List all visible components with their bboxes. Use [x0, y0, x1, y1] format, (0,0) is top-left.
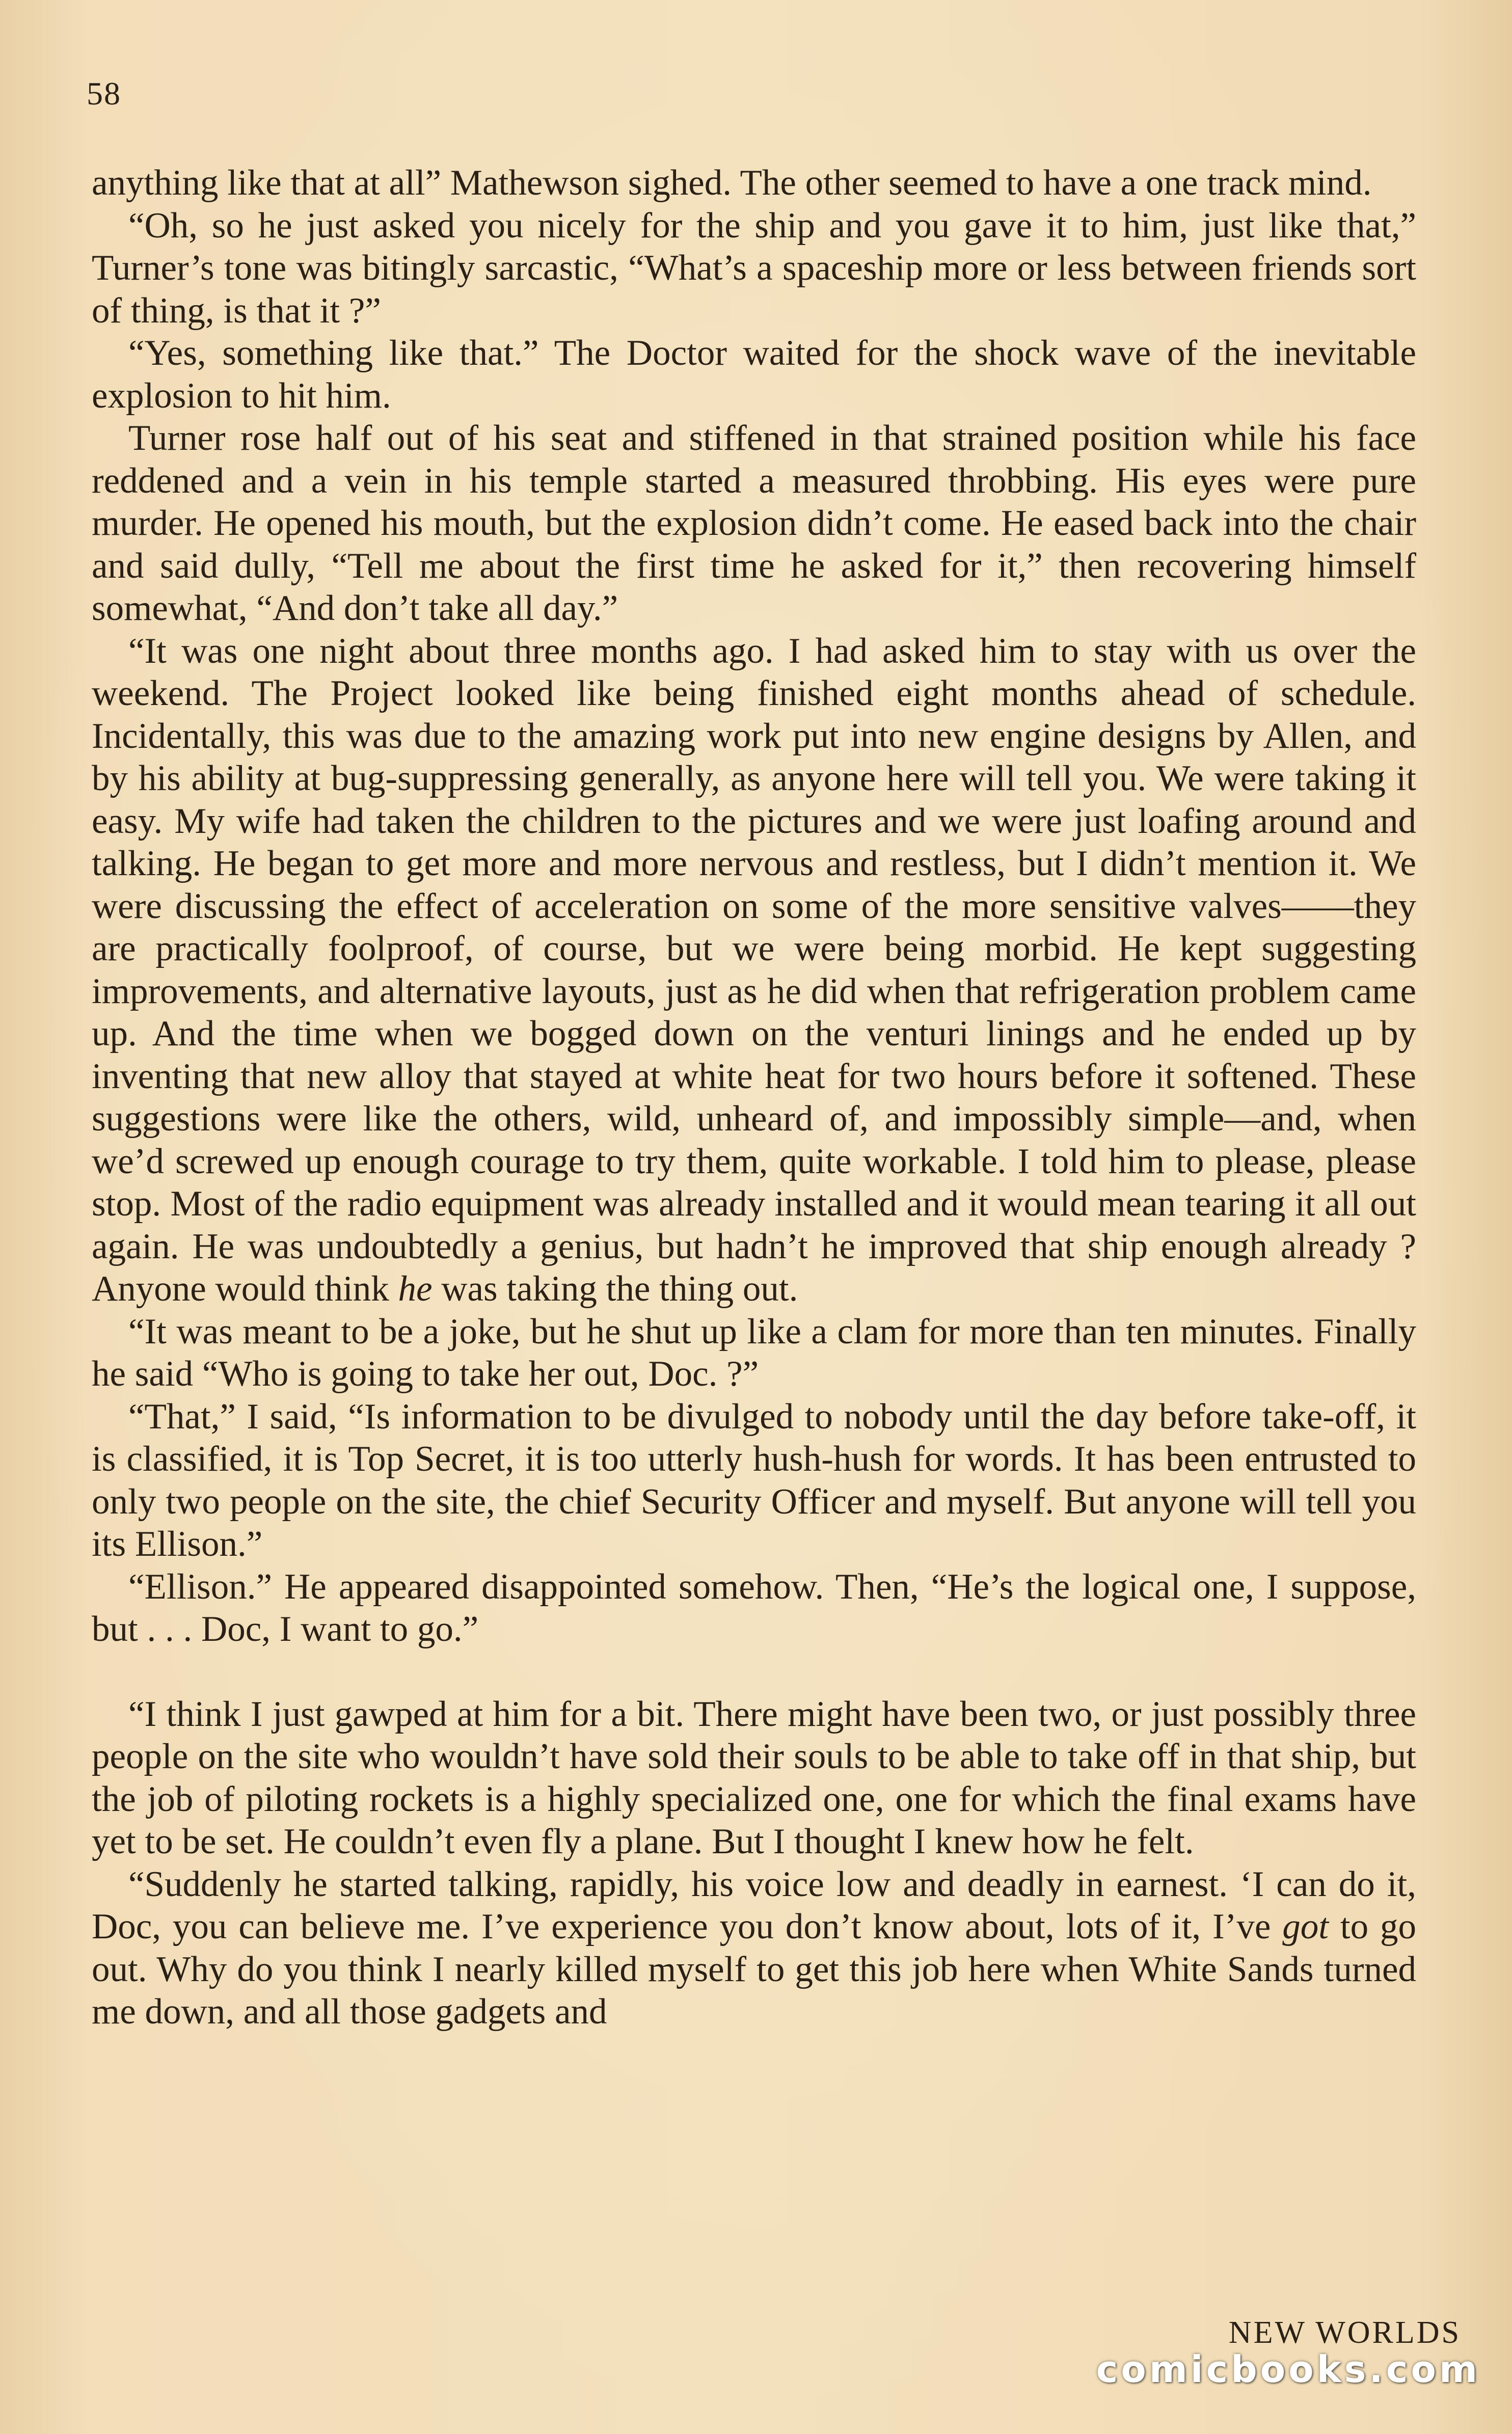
emphasis-text: he	[398, 1269, 433, 1309]
paragraph: “That,” I said, “Is information to be divulged to nobody until the day before take-off, it is classified, it is Top Secret, it is too utterly hush-hush for words. It has been entrusted to only two people on the site, the chief Security Officer and myself. But anyone will tell you its Ellison.”	[92, 1396, 1416, 1564]
paragraph: “Oh, so he just asked you nicely for the ship and you gave it to him, just like that,” Turner’s tone was bitingly sarcastic, “What’s a spaceship more or less between friends sort of thing, is that it ?”	[92, 205, 1416, 331]
paragraph-text: to go out. Why do you think I nearly killed myself to get this job here when White Sands turned me down, and all those gadgets and	[92, 1907, 1417, 2032]
paragraph: “Yes, something like that.” The Doctor waited for the shock wave of the inevitable explosion to hit him.	[92, 333, 1416, 416]
paragraph: “It was meant to be a joke, but he shut up like a clam for more than ten minutes. Finally he said “Who is going to take her out, Doc. ?”	[92, 1311, 1416, 1394]
emphasis-text: got	[1282, 1907, 1329, 1946]
running-footer: NEW WORLDS	[1228, 2315, 1461, 2350]
paragraph: Turner rose half out of his seat and stiffened in that strained position while his face reddened and a vein in his temple started a measured throbbing. His eyes were pure murder. He opened his mouth, but the explosion didn’t come. He eased back into the chair and said dully, “Tell me about the first time he asked for it,” then recovering himself somewhat, “And don’t take all day.”	[92, 418, 1416, 628]
paragraph-text: was taking the thing out.	[441, 1269, 798, 1309]
body-text	[92, 162, 1416, 2034]
paragraph-text: “Suddenly he started talking, rapidly, his voice low and deadly in earnest. ‘I can do it, Doc, you can believe me. I’ve experience you don’t know about, lots of it, I’ve	[92, 1864, 1416, 1946]
paragraph	[92, 630, 1416, 1311]
paragraph: “I think I just gawped at him for a bit. There might have been two, or just possibly three people on the site who wouldn’t have sold their souls to be able to take off in that ship, but the job of piloting rockets is a highly specialized one, one for which the final exams have yet to be set. He couldn’t even fly a plane. But I thought I knew how he felt.	[92, 1694, 1416, 1861]
page-number: 58	[87, 75, 121, 112]
watermark: comicbooks.com	[1096, 2348, 1480, 2391]
paragraph-text: “It was one night about three months ago. I had asked him to stay with us over the weekend. The Project looked like being finished eight months ahead of schedule. Incidentally, this was due to the amazing work put into new engine designs by Allen, and by his ability at bug-suppressing generally, as anyone here will tell you. We were taking it easy. My wife had taken the children to the pictures and we were just loafing around and talking. He began to get more and more nervous and restless, but I didn’t mention it. We were discussing the effect of acceleration on some of the more sensitive valves——they are practically foolproof, of course, but we were being morbid. He kept suggesting improvements, and alternative layouts, just as he did when that refrigeration problem came up. And the time when we bogged down on the venturi linings and he ended up by inventing that new alloy that stayed at white heat for two hours before it softened. These suggestions were like the others, wild, unheard of, and impossibly simple—and, when we’d screwed up enough courage to try them, quite workable. I told him to please, please stop. Most of the radio equipment was already installed and it would mean tearing it all out again. He was undoubtedly a genius, but hadn’t he improved that ship enough already ? Anyone would think	[92, 631, 1416, 1309]
paragraph: anything like that at all” Mathewson sighed. The other seemed to have a one track mind.	[92, 163, 1372, 203]
paragraph	[92, 1863, 1416, 2034]
paragraph: “Ellison.” He appeared disappointed somehow. Then, “He’s the logical one, I suppose, but . . . Doc, I want to go.”	[92, 1566, 1416, 1649]
